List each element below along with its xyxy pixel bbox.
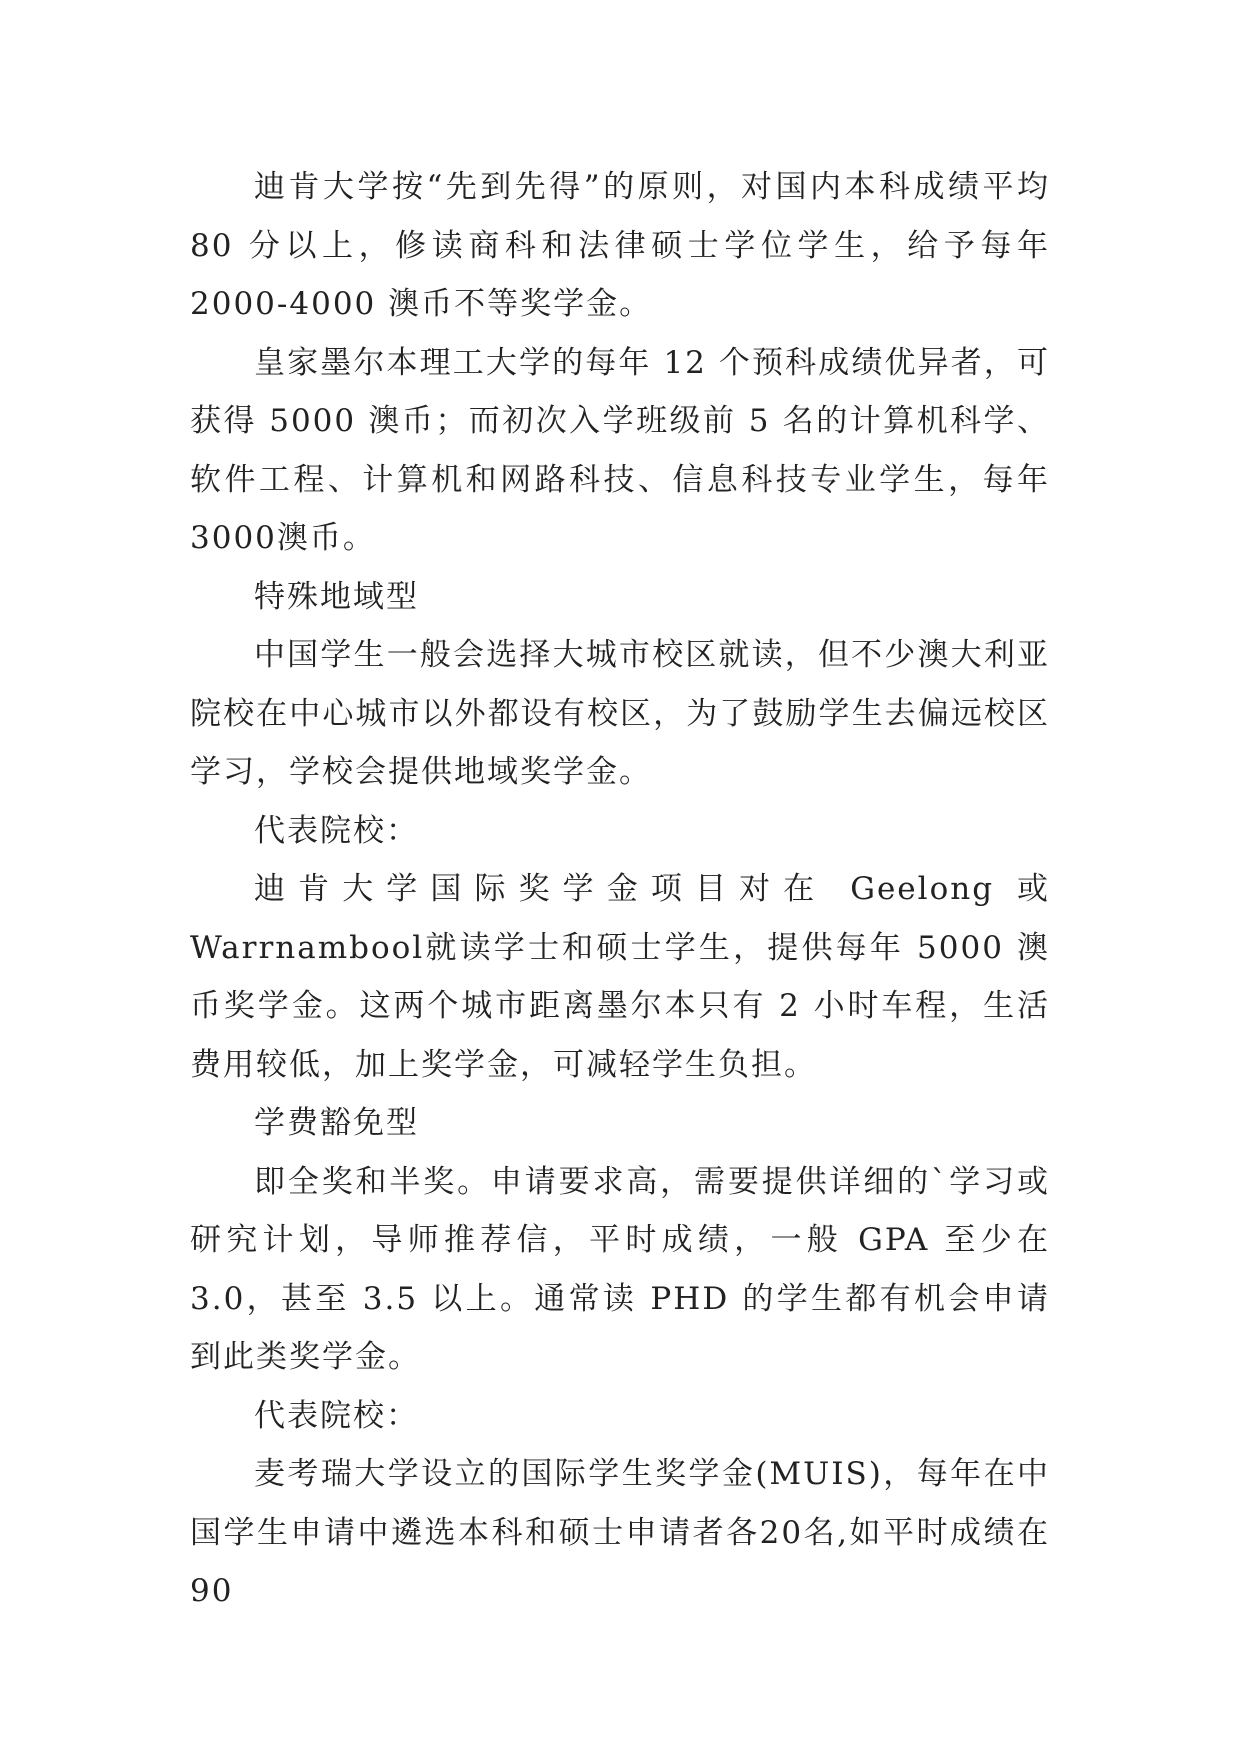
document-body [190, 158, 1050, 1621]
label-representative-schools: 代表院校： [254, 812, 419, 849]
paragraph-rmit-scholarship: 皇家墨尔本理工大学的每年 12 个预科成绩优异者，可获得 5000 澳币；而初次入学班级前 5 名的计算机科学、软件工程、计算机和网路科技、信息科技专业学生，每年 3000澳币。 [190, 344, 1050, 556]
heading-tuition-waiver: 学费豁免型 [254, 1105, 419, 1141]
paragraph-deakin-regional: 迪肯大学国际奖学金项目对在 Geelong 或 Warrnambool就读学士和硕士学生，提供每年 5000 澳币奖学金。这两个城市距离墨尔本只有 2 小时车程，生活费用较低，加上奖学金，可减轻学生负担。 [190, 871, 1050, 1083]
paragraph-deakin-first-come: 迪肯大学按“先到先得”的原则，对国内本科成绩平均80 分以上，修读商科和法律硕士学位学生，给予每年2000-4000 澳币不等奖学金。 [190, 169, 1050, 322]
label-representative-schools-2: 代表院校： [254, 1397, 419, 1434]
heading-special-region: 特殊地域型 [254, 578, 419, 615]
paragraph-waiver-intro: 即全奖和半奖。申请要求高，需要提供详细的`学习或研究计划，导师推荐信，平时成绩，一般 GPA 至少在 3.0，甚至 3.5 以上。通常读 PHD 的学生都有机会申请到此类奖学金。 [190, 1163, 1050, 1375]
paragraph-macquarie-muis: 麦考瑞大学设立的国际学生奖学金(MUIS)，每年在中国学生申请中遴选本科和硕士申请者各20名,如平时成绩在90 [190, 1456, 1050, 1609]
paragraph-region-intro: 中国学生一般会选择大城市校区就读，但不少澳大利亚院校在中心城市以外都设有校区，为了鼓励学生去偏远校区学习，学校会提供地域奖学金。 [190, 637, 1050, 790]
